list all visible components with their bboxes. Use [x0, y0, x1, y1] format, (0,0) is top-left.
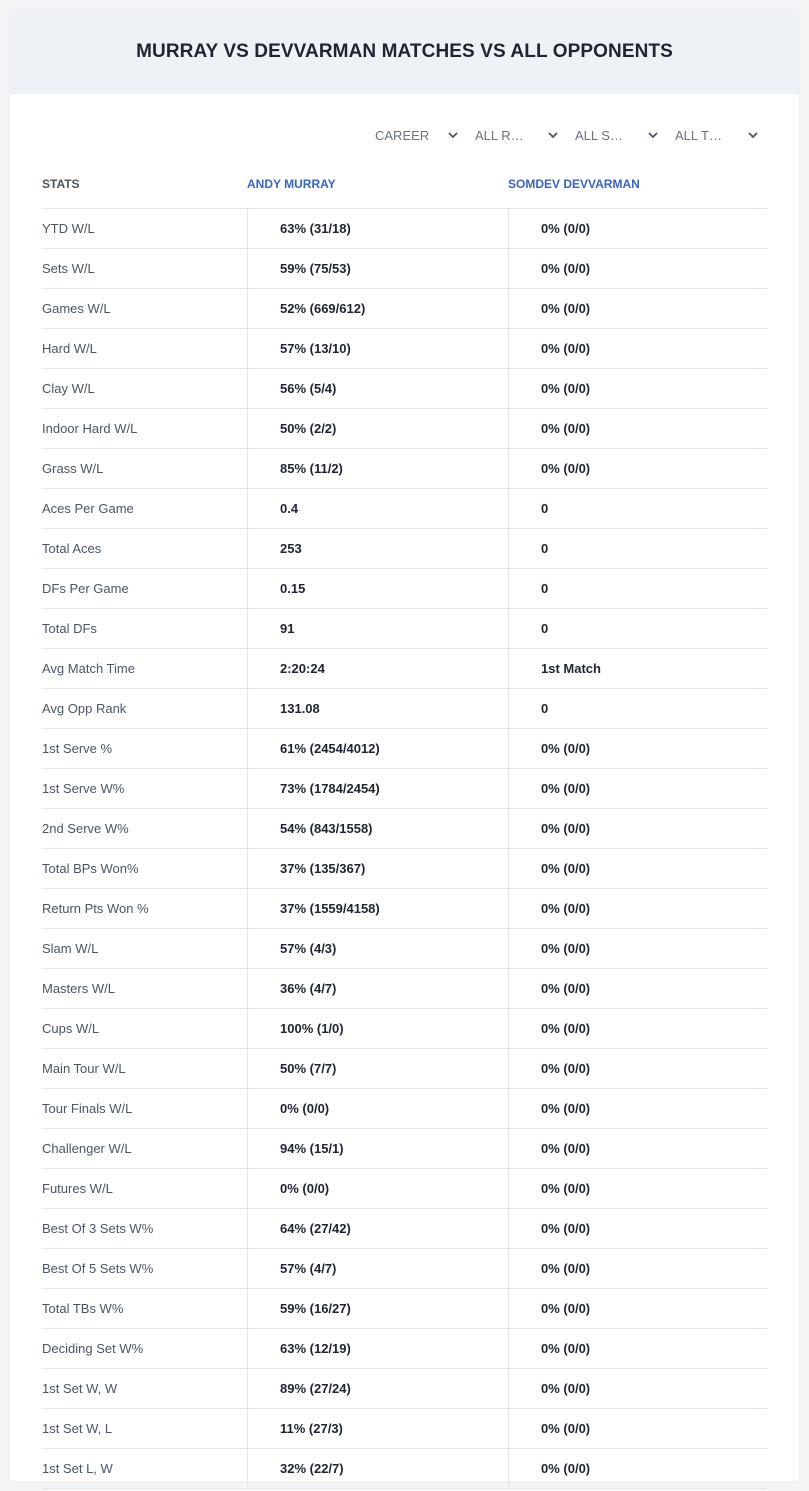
player1-value: 32% (22/7) [247, 1449, 508, 1488]
stat-label: YTD W/L [42, 221, 95, 236]
player2-value: 0% (0/0) [508, 849, 767, 888]
chevron-down-icon [647, 129, 659, 141]
table-row [42, 849, 767, 889]
stat-label: Total DFs [42, 621, 97, 636]
table-row [42, 689, 767, 729]
filter-tournament-select[interactable] [665, 126, 765, 146]
player1-value: 56% (5/4) [247, 369, 508, 408]
stats-table [42, 159, 767, 1489]
player1-value: 50% (7/7) [247, 1049, 508, 1088]
player1-link[interactable]: ANDY MURRAY [247, 176, 336, 191]
stat-label: Best Of 5 Sets W% [42, 1261, 154, 1276]
player2-value: 0% (0/0) [508, 409, 767, 448]
player1-value: 57% (4/7) [247, 1249, 508, 1288]
player2-value: 0 [508, 489, 767, 528]
player2-value: 0 [508, 529, 767, 568]
stat-label: Tour Finals W/L [42, 1101, 133, 1116]
player1-value: 37% (135/367) [247, 849, 508, 888]
table-row [42, 1449, 767, 1489]
player2-value: 0% (0/0) [508, 809, 767, 848]
filter-label: ALL R… [475, 128, 524, 143]
table-row [42, 1369, 767, 1409]
stat-label: 1st Set W, W [42, 1381, 118, 1396]
player1-value: 61% (2454/4012) [247, 729, 508, 768]
stat-label: 1st Serve % [42, 741, 113, 756]
player2-value: 0% (0/0) [508, 1049, 767, 1088]
player1-value: 63% (31/18) [247, 209, 508, 248]
player2-value: 0% (0/0) [508, 1009, 767, 1048]
table-row [42, 649, 767, 689]
player1-value: 36% (4/7) [247, 969, 508, 1008]
player2-value: 0% (0/0) [508, 929, 767, 968]
player1-value: 0% (0/0) [247, 1169, 508, 1208]
player1-value: 63% (12/19) [247, 1329, 508, 1368]
stats-card [10, 10, 799, 1481]
player1-value: 57% (13/10) [247, 329, 508, 368]
stat-label: Futures W/L [42, 1181, 113, 1196]
column-header-stats: STATS [42, 176, 80, 191]
player1-value: 2:20:24 [247, 649, 508, 688]
player1-value: 57% (4/3) [247, 929, 508, 968]
table-row [42, 1009, 767, 1049]
player1-value: 91 [247, 609, 508, 648]
player1-value: 131.08 [247, 689, 508, 728]
chevron-down-icon [547, 129, 559, 141]
player2-value: 0% (0/0) [508, 1329, 767, 1368]
filter-surface-select[interactable] [565, 126, 665, 146]
filter-label: ALL S… [575, 128, 623, 143]
player2-value: 0% (0/0) [508, 1289, 767, 1328]
player2-value: 0% (0/0) [508, 1129, 767, 1168]
player1-value: 253 [247, 529, 508, 568]
player1-value: 11% (27/3) [247, 1409, 508, 1448]
player2-value: 0 [508, 569, 767, 608]
player2-value: 0% (0/0) [508, 329, 767, 368]
table-row [42, 1089, 767, 1129]
stat-label: Slam W/L [42, 941, 99, 956]
player1-value: 0.15 [247, 569, 508, 608]
stat-label: Cups W/L [42, 1021, 100, 1036]
table-row [42, 889, 767, 929]
table-row [42, 1409, 767, 1449]
stat-label: Avg Opp Rank [42, 701, 127, 716]
table-row [42, 569, 767, 609]
stat-label: Sets W/L [42, 261, 95, 276]
table-row [42, 209, 767, 249]
stat-label: Challenger W/L [42, 1141, 132, 1156]
player2-value: 0% (0/0) [508, 969, 767, 1008]
table-row [42, 809, 767, 849]
table-row [42, 1209, 767, 1249]
player2-value: 0% (0/0) [508, 769, 767, 808]
player1-value: 59% (16/27) [247, 1289, 508, 1328]
player1-value: 73% (1784/2454) [247, 769, 508, 808]
stat-label: 1st Serve W% [42, 781, 125, 796]
player1-value: 0.4 [247, 489, 508, 528]
stat-label: Games W/L [42, 301, 111, 316]
player1-value: 94% (15/1) [247, 1129, 508, 1168]
player2-value: 0% (0/0) [508, 889, 767, 928]
player2-value: 0% (0/0) [508, 1449, 767, 1488]
stat-label: Indoor Hard W/L [42, 421, 138, 436]
chevron-down-icon [747, 129, 759, 141]
table-row [42, 369, 767, 409]
player2-value: 0% (0/0) [508, 1369, 767, 1408]
player1-value: 59% (75/53) [247, 249, 508, 288]
table-row [42, 929, 767, 969]
player2-value: 0% (0/0) [508, 1249, 767, 1288]
stat-label: 1st Set W, L [42, 1421, 113, 1436]
table-row [42, 729, 767, 769]
player1-value: 100% (1/0) [247, 1009, 508, 1048]
stat-label: Deciding Set W% [42, 1341, 144, 1356]
chevron-down-icon [447, 129, 459, 141]
player2-value: 1st Match [508, 649, 767, 688]
filter-bar [365, 126, 765, 146]
table-header [42, 159, 767, 209]
player1-value: 54% (843/1558) [247, 809, 508, 848]
table-body [42, 209, 767, 1489]
stat-label: Total Aces [42, 541, 102, 556]
table-row [42, 609, 767, 649]
stat-label: Clay W/L [42, 381, 95, 396]
player2-value: 0% (0/0) [508, 209, 767, 248]
player2-value: 0% (0/0) [508, 1169, 767, 1208]
stat-label: Best Of 3 Sets W% [42, 1221, 154, 1236]
player2-value: 0% (0/0) [508, 729, 767, 768]
stat-label: Grass W/L [42, 461, 104, 476]
player2-value: 0% (0/0) [508, 369, 767, 408]
stat-label: DFs Per Game [42, 581, 129, 596]
player2-value: 0% (0/0) [508, 249, 767, 288]
table-row [42, 1049, 767, 1089]
stat-label: Masters W/L [42, 981, 115, 996]
player2-value: 0% (0/0) [508, 449, 767, 488]
stat-label: Aces Per Game [42, 501, 134, 516]
table-row [42, 529, 767, 569]
player1-value: 0% (0/0) [247, 1089, 508, 1128]
card-header [10, 10, 799, 94]
stat-label: Avg Match Time [42, 661, 135, 676]
player2-value: 0 [508, 609, 767, 648]
table-row [42, 289, 767, 329]
table-row [42, 1169, 767, 1209]
table-row [42, 1289, 767, 1329]
table-row [42, 489, 767, 529]
table-row [42, 969, 767, 1009]
filter-label: CAREER [375, 128, 430, 143]
page-title: MURRAY VS DEVVARMAN MATCHES VS ALL OPPONENTS [136, 41, 673, 62]
filter-round-select[interactable] [465, 126, 565, 146]
stat-label: 2nd Serve W% [42, 821, 129, 836]
table-row [42, 1329, 767, 1369]
player2-value: 0% (0/0) [508, 1209, 767, 1248]
player2-link[interactable]: SOMDEV DEVVARMAN [508, 176, 640, 191]
player1-value: 50% (2/2) [247, 409, 508, 448]
stat-label: 1st Set L, W [42, 1461, 113, 1476]
player2-value: 0 [508, 689, 767, 728]
filter-label: ALL T… [675, 128, 722, 143]
table-row [42, 409, 767, 449]
stat-label: Main Tour W/L [42, 1061, 126, 1076]
player1-value: 52% (669/612) [247, 289, 508, 328]
table-row [42, 769, 767, 809]
stat-label: Total TBs W% [42, 1301, 124, 1316]
stat-label: Total BPs Won% [42, 861, 139, 876]
table-row [42, 1249, 767, 1289]
stat-label: Return Pts Won % [42, 901, 149, 916]
player1-value: 64% (27/42) [247, 1209, 508, 1248]
table-row [42, 449, 767, 489]
table-row [42, 1129, 767, 1169]
player1-value: 89% (27/24) [247, 1369, 508, 1408]
table-row [42, 249, 767, 289]
player1-value: 37% (1559/4158) [247, 889, 508, 928]
player1-value: 85% (11/2) [247, 449, 508, 488]
stat-label: Hard W/L [42, 341, 97, 356]
table-row [42, 329, 767, 369]
filter-period-select[interactable] [365, 126, 465, 146]
player2-value: 0% (0/0) [508, 1409, 767, 1448]
player2-value: 0% (0/0) [508, 1089, 767, 1128]
player2-value: 0% (0/0) [508, 289, 767, 328]
